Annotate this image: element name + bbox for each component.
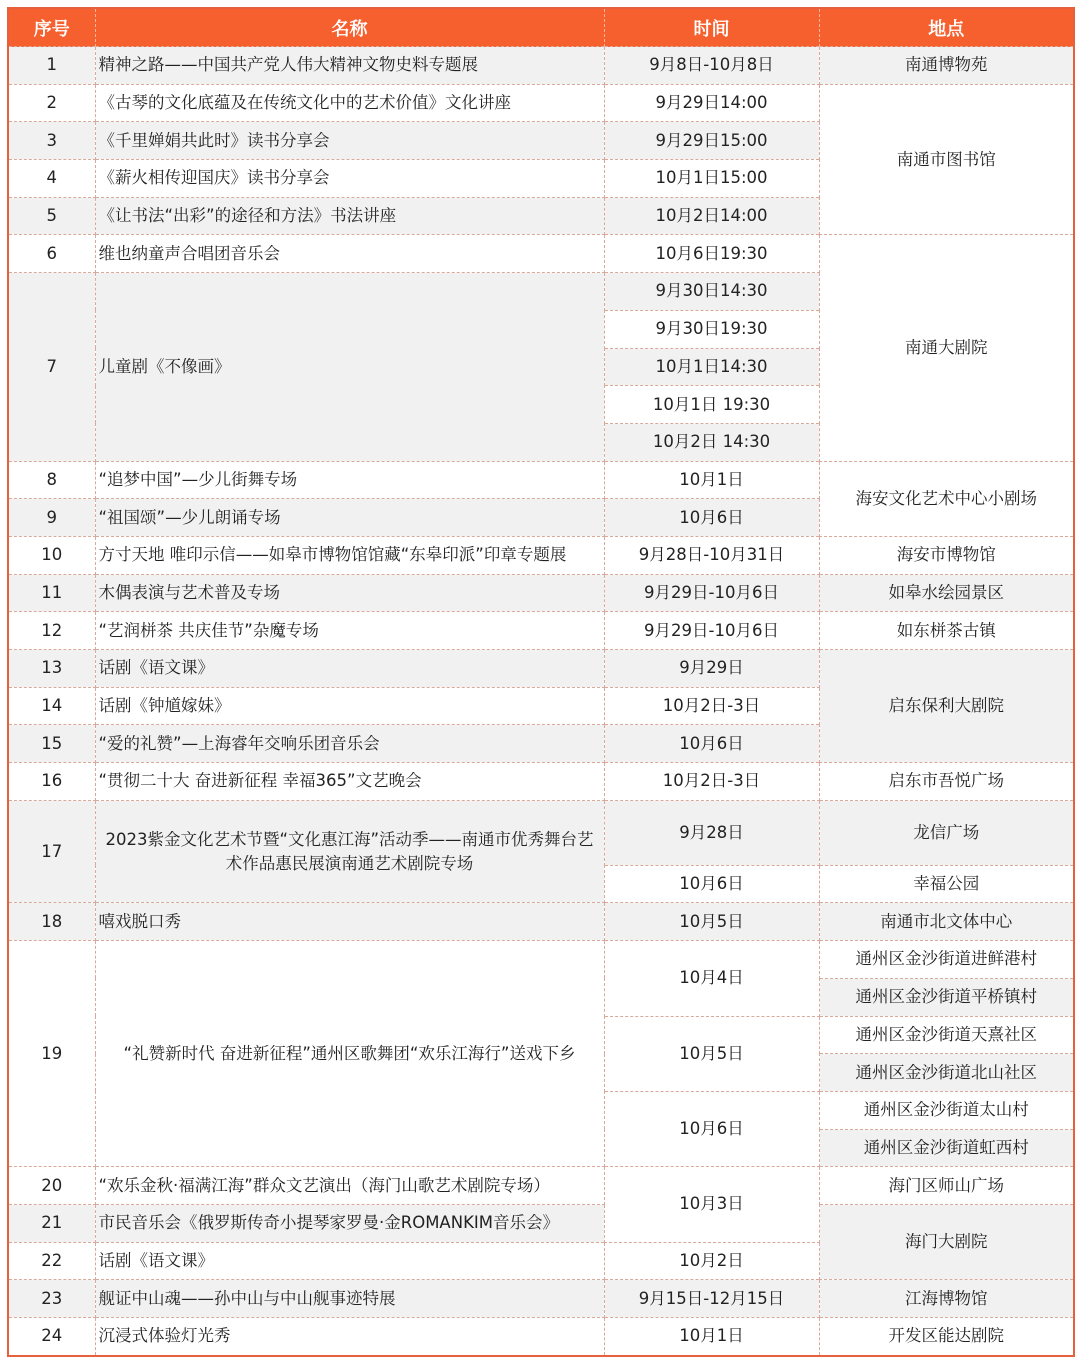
cell-place: 海安文化艺术中心小剧场 [819, 461, 1074, 536]
cell-time: 10月6日 [604, 1091, 819, 1166]
table-row [8, 1167, 1074, 1205]
cell-place: 海安市博物馆 [819, 536, 1074, 574]
cell-name: 话剧《语文课》 [95, 1242, 604, 1280]
cell-time: 9月30日14:30 [604, 273, 819, 311]
cell-no: 17 [8, 800, 95, 903]
table-row [8, 903, 1074, 941]
cell-time: 10月2日-3日 [604, 687, 819, 725]
cell-no: 20 [8, 1167, 95, 1205]
cell-time: 9月15日-12月15日 [604, 1280, 819, 1318]
cell-name: 嘻戏脱口秀 [95, 903, 604, 941]
cell-place: 幸福公园 [819, 865, 1074, 903]
cell-no: 19 [8, 941, 95, 1167]
cell-place: 启东市吾悦广场 [819, 763, 1074, 801]
cell-no: 22 [8, 1242, 95, 1280]
cell-no: 13 [8, 650, 95, 688]
cell-time: 9月29日-10月6日 [604, 574, 819, 612]
cell-name: “欢乐金秋·福满江海”群众文艺演出（海门山歌艺术剧院专场） [95, 1167, 604, 1205]
cell-time: 10月1日14:30 [604, 348, 819, 386]
cell-place: 通州区金沙街道进鲜港村 [819, 941, 1074, 979]
table-row [8, 47, 1074, 85]
table-row [8, 536, 1074, 574]
cell-time: 9月29日-10月6日 [604, 612, 819, 650]
cell-no: 10 [8, 536, 95, 574]
cell-name: “艺润栟茶 共庆佳节”杂魔专场 [95, 612, 604, 650]
event-schedule-table-container [7, 7, 1073, 1357]
event-schedule-table [7, 7, 1075, 1357]
cell-place: 通州区金沙街道太山村 [819, 1091, 1074, 1129]
cell-no: 5 [8, 197, 95, 235]
table-row [8, 941, 1074, 979]
cell-place: 通州区金沙街道虹西村 [819, 1129, 1074, 1167]
table-header-row [8, 8, 1074, 47]
cell-no: 12 [8, 612, 95, 650]
cell-time: 9月30日19:30 [604, 310, 819, 348]
cell-name: “祖国颂”—少儿朗诵专场 [95, 499, 604, 537]
cell-no: 7 [8, 273, 95, 461]
cell-time: 10月6日 [604, 725, 819, 763]
table-body [8, 47, 1074, 1356]
header-no: 序号 [8, 8, 95, 47]
cell-time: 9月29日14:00 [604, 84, 819, 122]
cell-name: 《薪火相传迎国庆》读书分享会 [95, 160, 604, 198]
cell-name: 市民音乐会《俄罗斯传奇小提琴家罗曼·金ROMANKIM音乐会》 [95, 1204, 604, 1242]
cell-time: 10月3日 [604, 1167, 819, 1242]
cell-no: 24 [8, 1318, 95, 1356]
cell-place: 龙信广场 [819, 800, 1074, 865]
cell-name: 精神之路——中国共产党人伟大精神文物史料专题展 [95, 47, 604, 85]
cell-place: 开发区能达剧院 [819, 1318, 1074, 1356]
table-row [8, 650, 1074, 688]
header-place: 地点 [819, 8, 1074, 47]
cell-place: 如皋水绘园景区 [819, 574, 1074, 612]
table-row [8, 1280, 1074, 1318]
cell-place: 南通市北文体中心 [819, 903, 1074, 941]
cell-no: 21 [8, 1204, 95, 1242]
cell-time: 10月1日 19:30 [604, 386, 819, 424]
cell-name: “爱的礼赞”—上海睿年交响乐团音乐会 [95, 725, 604, 763]
cell-time: 9月28日 [604, 800, 819, 865]
table-row [8, 461, 1074, 499]
header-time: 时间 [604, 8, 819, 47]
cell-time: 9月29日15:00 [604, 122, 819, 160]
table-row [8, 800, 1074, 865]
cell-time: 10月1日15:00 [604, 160, 819, 198]
cell-name: “追梦中国”—少儿街舞专场 [95, 461, 604, 499]
cell-no: 3 [8, 122, 95, 160]
cell-time: 9月8日-10月8日 [604, 47, 819, 85]
cell-name: 《古琴的文化底蕴及在传统文化中的艺术价值》文化讲座 [95, 84, 604, 122]
cell-name: 沉浸式体验灯光秀 [95, 1318, 604, 1356]
cell-place: 如东栟茶古镇 [819, 612, 1074, 650]
cell-no: 8 [8, 461, 95, 499]
cell-name: 儿童剧《不像画》 [95, 273, 604, 461]
cell-place: 通州区金沙街道北山社区 [819, 1054, 1074, 1092]
cell-no: 15 [8, 725, 95, 763]
table-row [8, 612, 1074, 650]
cell-name: 维也纳童声合唱团音乐会 [95, 235, 604, 273]
table-row [8, 1204, 1074, 1242]
cell-name: 2023紫金文化艺术节暨“文化惠江海”活动季——南通市优秀舞台艺术作品惠民展演南通艺术剧院专场 [95, 800, 604, 903]
cell-name: 话剧《语文课》 [95, 650, 604, 688]
table-row [8, 763, 1074, 801]
cell-place: 海门区师山广场 [819, 1167, 1074, 1205]
cell-time: 10月6日19:30 [604, 235, 819, 273]
cell-no: 9 [8, 499, 95, 537]
cell-name: 木偶表演与艺术普及专场 [95, 574, 604, 612]
cell-name: 方寸天地 唯印示信——如皋市博物馆馆藏“东皋印派”印章专题展 [95, 536, 604, 574]
cell-no: 14 [8, 687, 95, 725]
cell-time: 10月2日 [604, 1242, 819, 1280]
cell-name: 舰证中山魂——孙中山与中山舰事迹特展 [95, 1280, 604, 1318]
cell-place: 南通博物苑 [819, 47, 1074, 85]
cell-place: 通州区金沙街道天熹社区 [819, 1016, 1074, 1054]
cell-no: 11 [8, 574, 95, 612]
cell-no: 2 [8, 84, 95, 122]
cell-name: 《让书法“出彩”的途径和方法》书法讲座 [95, 197, 604, 235]
cell-no: 18 [8, 903, 95, 941]
cell-time: 9月29日 [604, 650, 819, 688]
cell-name: 话剧《钟馗嫁妹》 [95, 687, 604, 725]
table-row [8, 574, 1074, 612]
cell-time: 10月1日 [604, 461, 819, 499]
cell-time: 10月2日-3日 [604, 763, 819, 801]
cell-time: 10月2日14:00 [604, 197, 819, 235]
cell-no: 23 [8, 1280, 95, 1318]
cell-no: 4 [8, 160, 95, 198]
cell-time: 10月6日 [604, 865, 819, 903]
cell-name: “礼赞新时代 奋进新征程”通州区歌舞团“欢乐江海行”送戏下乡 [95, 941, 604, 1167]
cell-time: 10月2日 14:30 [604, 423, 819, 461]
header-name: 名称 [95, 8, 604, 47]
cell-place: 海门大剧院 [819, 1204, 1074, 1279]
table-row [8, 1318, 1074, 1356]
cell-place: 通州区金沙街道平桥镇村 [819, 978, 1074, 1016]
cell-no: 16 [8, 763, 95, 801]
cell-time: 10月4日 [604, 941, 819, 1016]
cell-time: 10月6日 [604, 499, 819, 537]
table-row [8, 84, 1074, 122]
cell-no: 6 [8, 235, 95, 273]
cell-no: 1 [8, 47, 95, 85]
cell-time: 10月1日 [604, 1318, 819, 1356]
cell-place: 启东保利大剧院 [819, 650, 1074, 763]
cell-time: 10月5日 [604, 1016, 819, 1091]
cell-name: “贯彻二十大 奋进新征程 幸福365”文艺晚会 [95, 763, 604, 801]
cell-time: 9月28日-10月31日 [604, 536, 819, 574]
cell-time: 10月5日 [604, 903, 819, 941]
table-row [8, 235, 1074, 273]
cell-place: 南通市图书馆 [819, 84, 1074, 235]
cell-name: 《千里婵娟共此时》读书分享会 [95, 122, 604, 160]
cell-place: 南通大剧院 [819, 235, 1074, 461]
cell-place: 江海博物馆 [819, 1280, 1074, 1318]
